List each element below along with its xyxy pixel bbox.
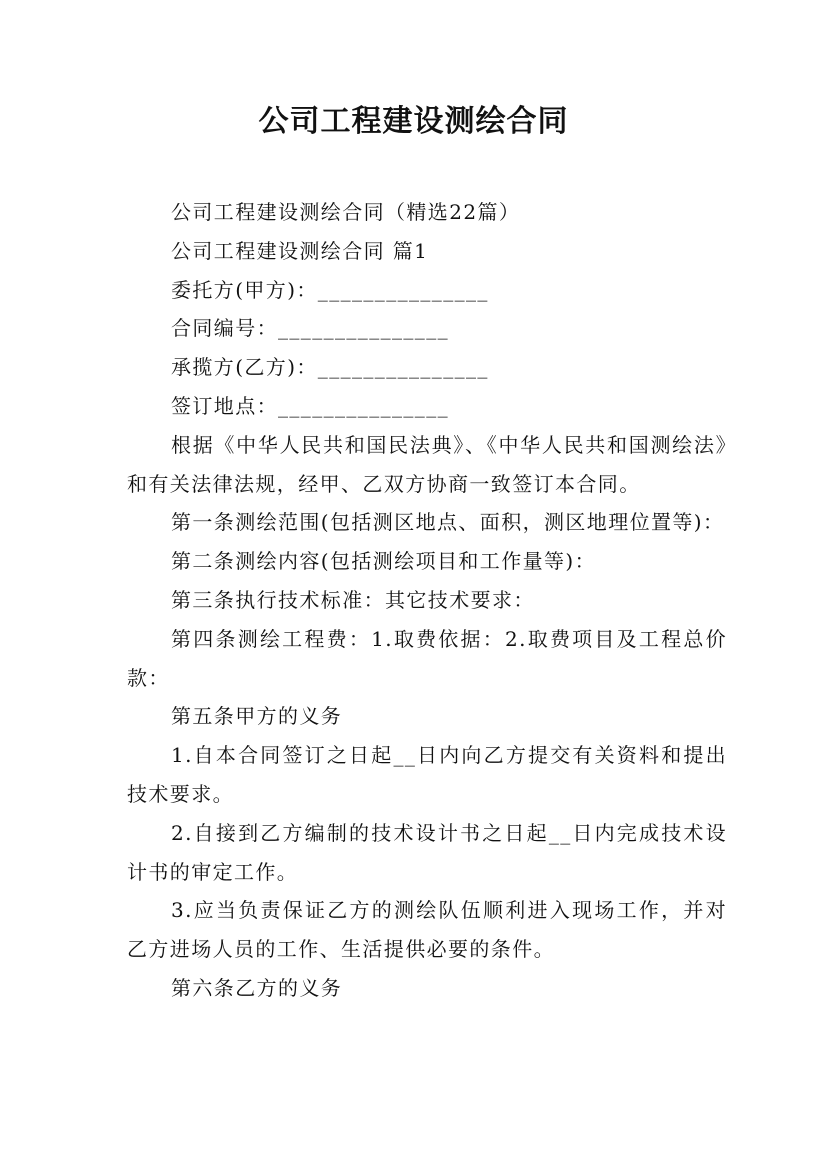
paragraph-basis: 根据《中华人民共和国民法典》、《中华人民共和国测绘法》和有关法律法规，经甲、乙双方协商一致签订本合同。 <box>127 432 727 496</box>
paragraph-article-1: 第一条测绘范围(包括测区地点、面积，测区地理位置等)： <box>171 510 725 535</box>
paragraph-article-5-item-1: 1.自本合同签订之日起__日内向乙方提交有关资料和提出技术要求。 <box>127 743 727 806</box>
document-title: 公司工程建设测绘合同 <box>258 104 569 139</box>
paragraph-contractor-field: 承揽方(乙方)：_______________ <box>171 355 489 380</box>
paragraph-signing-place-field: 签订地点：_______________ <box>171 393 449 418</box>
paragraph-article-5: 第五条甲方的义务 <box>171 704 343 729</box>
paragraph-article-5-item-3: 3.应当负责保证乙方的测绘队伍顺利进入现场工作，并对乙方进场人员的工作、生活提供必要的条件。 <box>127 898 727 962</box>
paragraph-article-6: 第六条乙方的义务 <box>171 975 343 1000</box>
paragraph-section-heading: 公司工程建设测绘合同 篇1 <box>171 238 429 263</box>
paragraph-client-field: 委托方(甲方)：_______________ <box>171 277 489 302</box>
paragraph-article-3: 第三条执行技术标准：其它技术要求： <box>171 587 535 612</box>
paragraph-article-5-item-2: 2.自接到乙方编制的技术设计书之日起__日内完成技术设计书的审定工作。 <box>127 820 727 884</box>
paragraph-article-4: 第四条测绘工程费：1.取费依据：2.取费项目及工程总价款： <box>127 626 727 690</box>
paragraph-subtitle: 公司工程建设测绘合同（精选22篇） <box>171 200 521 224</box>
paragraph-contract-number-field: 合同编号：_______________ <box>171 316 449 341</box>
paragraph-article-2: 第二条测绘内容(包括测绘项目和工作量等)： <box>171 549 597 574</box>
document-body <box>127 193 727 1008</box>
